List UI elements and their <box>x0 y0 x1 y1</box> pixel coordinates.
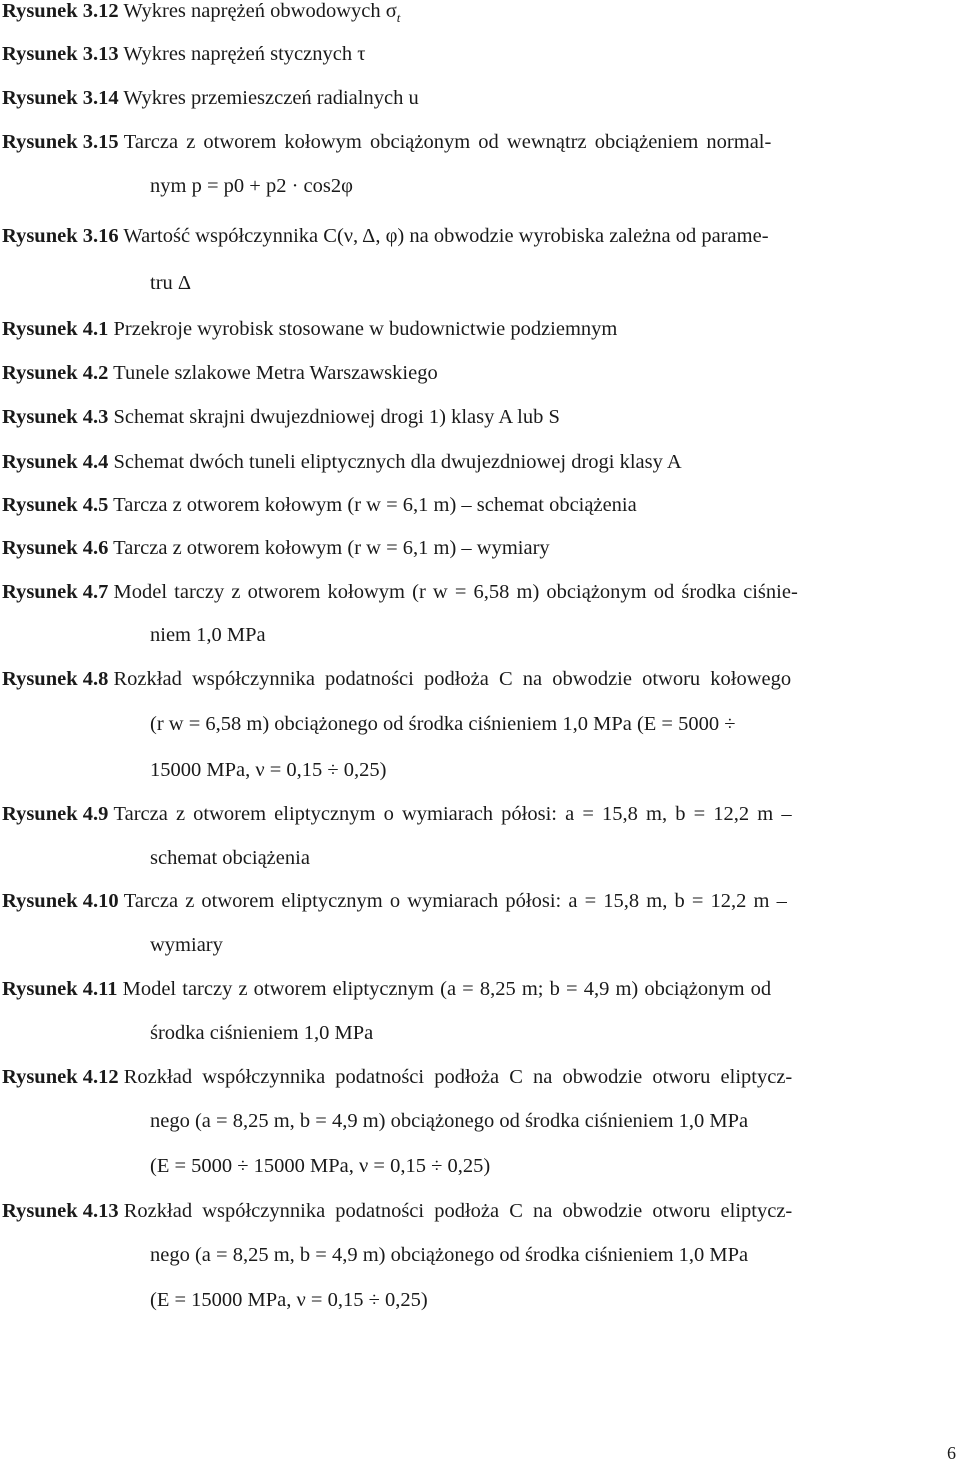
figure-label: Rysunek 4.2 <box>2 362 109 384</box>
figure-label: Rysunek 4.3 <box>2 406 109 428</box>
figure-label: Rysunek 4.10 <box>2 890 119 912</box>
entry-line-continuation: wymiary <box>150 934 223 956</box>
entry-line-continuation: nego (a = 8,25 m, b = 4,9 m) obciążonego od środka ciśnieniem 1,0 MPa <box>150 1244 749 1266</box>
figure-label: Rysunek 3.15 <box>2 131 119 153</box>
figure-label: Rysunek 4.5 <box>2 494 109 516</box>
entry-line <box>2 318 617 341</box>
entry-line-continuation: (E = 15000 MPa, ν = 0,15 ÷ 0,25) <box>150 1289 428 1311</box>
entry-line <box>2 803 792 826</box>
figure-caption: Model tarczy z otworem kołowym (r w = 6,58 m) obciążonym od środka ciśnie- <box>113 581 798 603</box>
figure-label: Rysunek 4.4 <box>2 451 109 473</box>
entry-line-continuation: (E = 5000 ÷ 15000 MPa, ν = 0,15 ÷ 0,25) <box>150 1155 491 1177</box>
entry-line <box>2 668 791 691</box>
figure-caption: Schemat skrajni dwujezdniowej drogi 1) klasy A lub S <box>113 406 560 428</box>
entry-line-continuation: (r w = 6,58 m) obciążonego od środka ciśnieniem 1,0 MPa (E = 5000 ÷ <box>150 713 736 735</box>
entry-line <box>2 131 771 154</box>
entry-line <box>2 406 560 429</box>
figure-label: Rysunek 3.12 <box>2 0 119 22</box>
figure-label: Rysunek 4.7 <box>2 581 109 603</box>
figure-caption: Rozkład współczynnika podatności podłoża C na obwodzie otworu eliptycz- <box>123 1066 793 1088</box>
entry-line <box>2 581 798 604</box>
figure-caption: Wartość współczynnika C(ν, Δ, φ) na obwodzie wyrobiska zależna od parame- <box>123 225 769 247</box>
entry-line <box>2 362 438 385</box>
figure-caption: Przekroje wyrobisk stosowane w budownictwie podziemnym <box>113 318 618 340</box>
figure-caption: Tarcza z otworem kołowym obciążonym od wewnątrz obciążeniem normal- <box>123 131 772 153</box>
entry-line-continuation: tru Δ <box>150 272 192 294</box>
entry-line-continuation: nego (a = 8,25 m, b = 4,9 m) obciążonego od środka ciśnieniem 1,0 MPa <box>150 1110 749 1132</box>
figure-label: Rysunek 3.13 <box>2 43 119 65</box>
entry-line <box>2 537 550 560</box>
entry-line <box>2 43 365 66</box>
figure-caption: Rozkład współczynnika podatności podłoża C na obwodzie otworu kołowego <box>113 668 792 690</box>
figure-caption: Rozkład współczynnika podatności podłoża C na obwodzie otworu eliptycz- <box>123 1200 793 1222</box>
figure-label: Rysunek 4.12 <box>2 1066 119 1088</box>
figure-label: Rysunek 4.1 <box>2 318 109 340</box>
figure-caption: Tarcza z otworem eliptycznym o wymiarach półosi: a = 15,8 m, b = 12,2 m – <box>113 803 792 825</box>
entry-line-continuation: nym p = p0 + p2 · cos2φ <box>150 175 353 197</box>
entry-line-continuation: niem 1,0 MPa <box>150 624 266 646</box>
figure-caption: Schemat dwóch tuneli eliptycznych dla dwujezdniowej drogi klasy A <box>113 451 682 473</box>
figure-caption: Wykres naprężeń obwodowych $\sigma_t$ <box>123 0 401 26</box>
figure-label: Rysunek 3.16 <box>2 225 119 247</box>
entry-line <box>2 978 771 1001</box>
entry-line <box>2 890 787 913</box>
entry-line-continuation: środka ciśnieniem 1,0 MPa <box>150 1022 374 1044</box>
figure-caption: Wykres naprężeń stycznych τ <box>123 43 366 65</box>
entry-line-continuation: 15000 MPa, ν = 0,15 ÷ 0,25) <box>150 759 387 781</box>
entry-line <box>2 1066 792 1089</box>
figure-label: Rysunek 4.8 <box>2 668 109 690</box>
figure-caption: Tarcza z otworem kołowym (r w = 6,1 m) – schemat obciążenia <box>113 494 637 516</box>
figure-caption: Tarcza z otworem kołowym (r w = 6,1 m) – wymiary <box>113 537 550 559</box>
figure-caption: Tunele szlakowe Metra Warszawskiego <box>113 362 438 384</box>
entry-line <box>2 494 637 517</box>
figure-label: Rysunek 4.9 <box>2 803 109 825</box>
figure-label: Rysunek 4.11 <box>2 978 118 1000</box>
entry-line-continuation: schemat obciążenia <box>150 847 310 869</box>
entry-line <box>2 87 419 110</box>
figure-label: Rysunek 4.6 <box>2 537 109 559</box>
entry-line <box>2 0 400 26</box>
figure-label: Rysunek 3.14 <box>2 87 119 109</box>
figure-caption: Wykres przemieszczeń radialnych u <box>123 87 419 109</box>
entry-line <box>2 225 769 248</box>
entry-line <box>2 451 682 474</box>
figure-caption: Tarcza z otworem eliptycznym o wymiarach półosi: a = 15,8 m, b = 12,2 m – <box>123 890 787 912</box>
page-number: 6 <box>947 1443 956 1463</box>
figure-caption: Model tarczy z otworem eliptycznym (a = 8,25 m; b = 4,9 m) obciążonym od <box>122 978 772 1000</box>
figure-label: Rysunek 4.13 <box>2 1200 119 1222</box>
entry-line <box>2 1200 792 1223</box>
